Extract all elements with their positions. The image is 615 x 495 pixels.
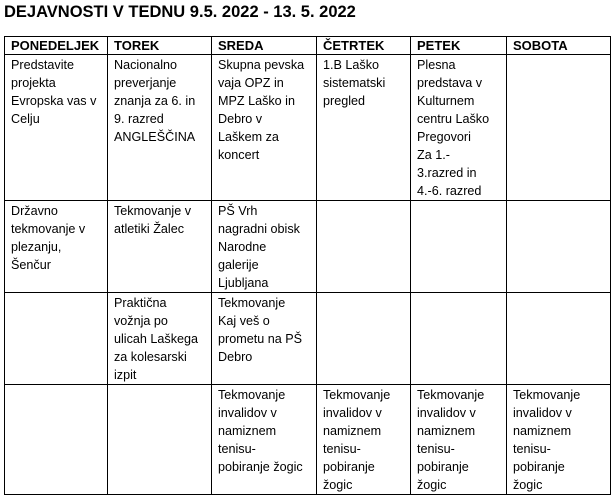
cell-line: Praktična: [114, 296, 167, 310]
cell-line: PŠ Vrh: [218, 204, 258, 218]
table-cell: [212, 385, 317, 495]
table-cell: [108, 293, 212, 385]
cell-line: ulicah Laškega: [114, 332, 199, 346]
table-cell: [507, 293, 611, 385]
cell-line: Tekmovanje: [513, 388, 581, 402]
cell-line: projekta: [11, 76, 56, 90]
header-row: [5, 37, 611, 55]
table-cell: [212, 201, 317, 293]
table-cell: [212, 293, 317, 385]
table-cell: [411, 55, 507, 201]
table-row: [5, 385, 611, 495]
cell-line: Tekmovanje: [417, 388, 485, 402]
cell-line: izpit: [114, 368, 137, 382]
cell-line: Kulturnem: [417, 94, 475, 108]
table-cell: [411, 385, 507, 495]
cell-line: pobiranje: [323, 460, 375, 474]
cell-line: koncert: [218, 148, 260, 162]
cell-line: vožnja po: [114, 314, 168, 328]
cell-line: Ljubljana: [218, 276, 269, 290]
cell-line: prometu na PŠ: [218, 332, 303, 346]
cell-line: Državno: [11, 204, 58, 218]
table-cell: [507, 201, 611, 293]
table-cell: [108, 201, 212, 293]
table-cell: [411, 293, 507, 385]
cell-line: namiznem: [417, 424, 476, 438]
table-cell: [5, 55, 108, 201]
cell-line: tenisu-: [513, 442, 551, 456]
column-header-saturday: SOBOTA: [507, 37, 611, 55]
cell-line: Narodne: [218, 240, 267, 254]
cell-line: predstava v: [417, 76, 483, 90]
cell-line: Nacionalno: [114, 58, 178, 72]
cell-line: Predstavite: [11, 58, 74, 72]
table-cell: [507, 55, 611, 201]
cell-line: Kaj veš o: [218, 314, 270, 328]
table-cell: [317, 293, 411, 385]
cell-line: 9. razred: [114, 112, 164, 126]
cell-line: invalidov v: [323, 406, 382, 420]
column-header-friday: PETEK: [411, 37, 507, 55]
cell-line: namiznem: [513, 424, 572, 438]
cell-line: Evropska vas v: [11, 94, 97, 108]
cell-line: Tekmovanje: [323, 388, 391, 402]
cell-line: pregled: [323, 94, 366, 108]
table-row: [5, 55, 611, 201]
cell-line: Pregovori: [417, 130, 471, 144]
table-row: [5, 201, 611, 293]
page-title: DEJAVNOSTI V TEDNU 9.5. 2022 - 13. 5. 2022: [4, 3, 356, 21]
cell-line: Plesna: [417, 58, 456, 72]
table-cell: [411, 201, 507, 293]
table-cell: [108, 55, 212, 201]
cell-line: nagradni obisk: [218, 222, 300, 236]
cell-line: žogic: [417, 478, 447, 492]
cell-line: Tekmovanje: [218, 388, 286, 402]
cell-line: 4.-6. razred: [417, 184, 482, 198]
cell-line: centru Laško: [417, 112, 490, 126]
table-cell: [108, 385, 212, 495]
column-header-monday: PONEDELJEK: [5, 37, 108, 55]
cell-line: MPZ Laško in: [218, 94, 295, 108]
cell-line: tekmovanje v: [11, 222, 86, 236]
table-cell: [5, 385, 108, 495]
cell-line: vaja OPZ in: [218, 76, 284, 90]
cell-line: tenisu-: [417, 442, 455, 456]
column-header-thursday: ČETRTEK: [317, 37, 411, 55]
cell-line: žogic: [323, 478, 353, 492]
cell-line: galerije: [218, 258, 259, 272]
cell-line: invalidov v: [513, 406, 572, 420]
cell-line: Za 1.-: [417, 148, 450, 162]
cell-line: Debro: [218, 350, 253, 364]
cell-line: namiznem: [218, 424, 277, 438]
cell-line: preverjanje: [114, 76, 177, 90]
cell-line: žogic: [513, 478, 543, 492]
column-header-tuesday: TOREK: [108, 37, 212, 55]
cell-line: pobiranje: [513, 460, 565, 474]
table-cell: [317, 201, 411, 293]
cell-line: plezanju,: [11, 240, 62, 254]
table-cell: [5, 201, 108, 293]
table-cell: [5, 293, 108, 385]
cell-line: Laškem za: [218, 130, 279, 144]
cell-line: za kolesarski: [114, 350, 187, 364]
column-header-wednesday: SREDA: [212, 37, 317, 55]
table-cell: [317, 55, 411, 201]
table-cell: [507, 385, 611, 495]
cell-line: invalidov v: [218, 406, 277, 420]
cell-line: 1.B Laško: [323, 58, 380, 72]
cell-line: znanja za 6. in: [114, 94, 196, 108]
table-row: [5, 293, 611, 385]
cell-line: namiznem: [323, 424, 382, 438]
cell-line: sistematski: [323, 76, 386, 90]
cell-line: tenisu-: [323, 442, 361, 456]
cell-line: ANGLEŠČINA: [114, 130, 196, 144]
cell-line: Celju: [11, 112, 40, 126]
cell-line: atletiki Žalec: [114, 222, 184, 236]
cell-line: pobiranje žogic: [218, 460, 303, 474]
table-cell: [317, 385, 411, 495]
cell-line: Tekmovanje v: [114, 204, 191, 218]
cell-line: Skupna pevska: [218, 58, 305, 72]
table-cell: [212, 55, 317, 201]
cell-line: tenisu-: [218, 442, 256, 456]
cell-line: invalidov v: [417, 406, 476, 420]
cell-line: pobiranje: [417, 460, 469, 474]
cell-line: 3.razred in: [417, 166, 477, 180]
schedule-table: [4, 36, 611, 495]
cell-line: Tekmovanje: [218, 296, 286, 310]
cell-line: Šenčur: [11, 258, 51, 272]
cell-line: Debro v: [218, 112, 263, 126]
